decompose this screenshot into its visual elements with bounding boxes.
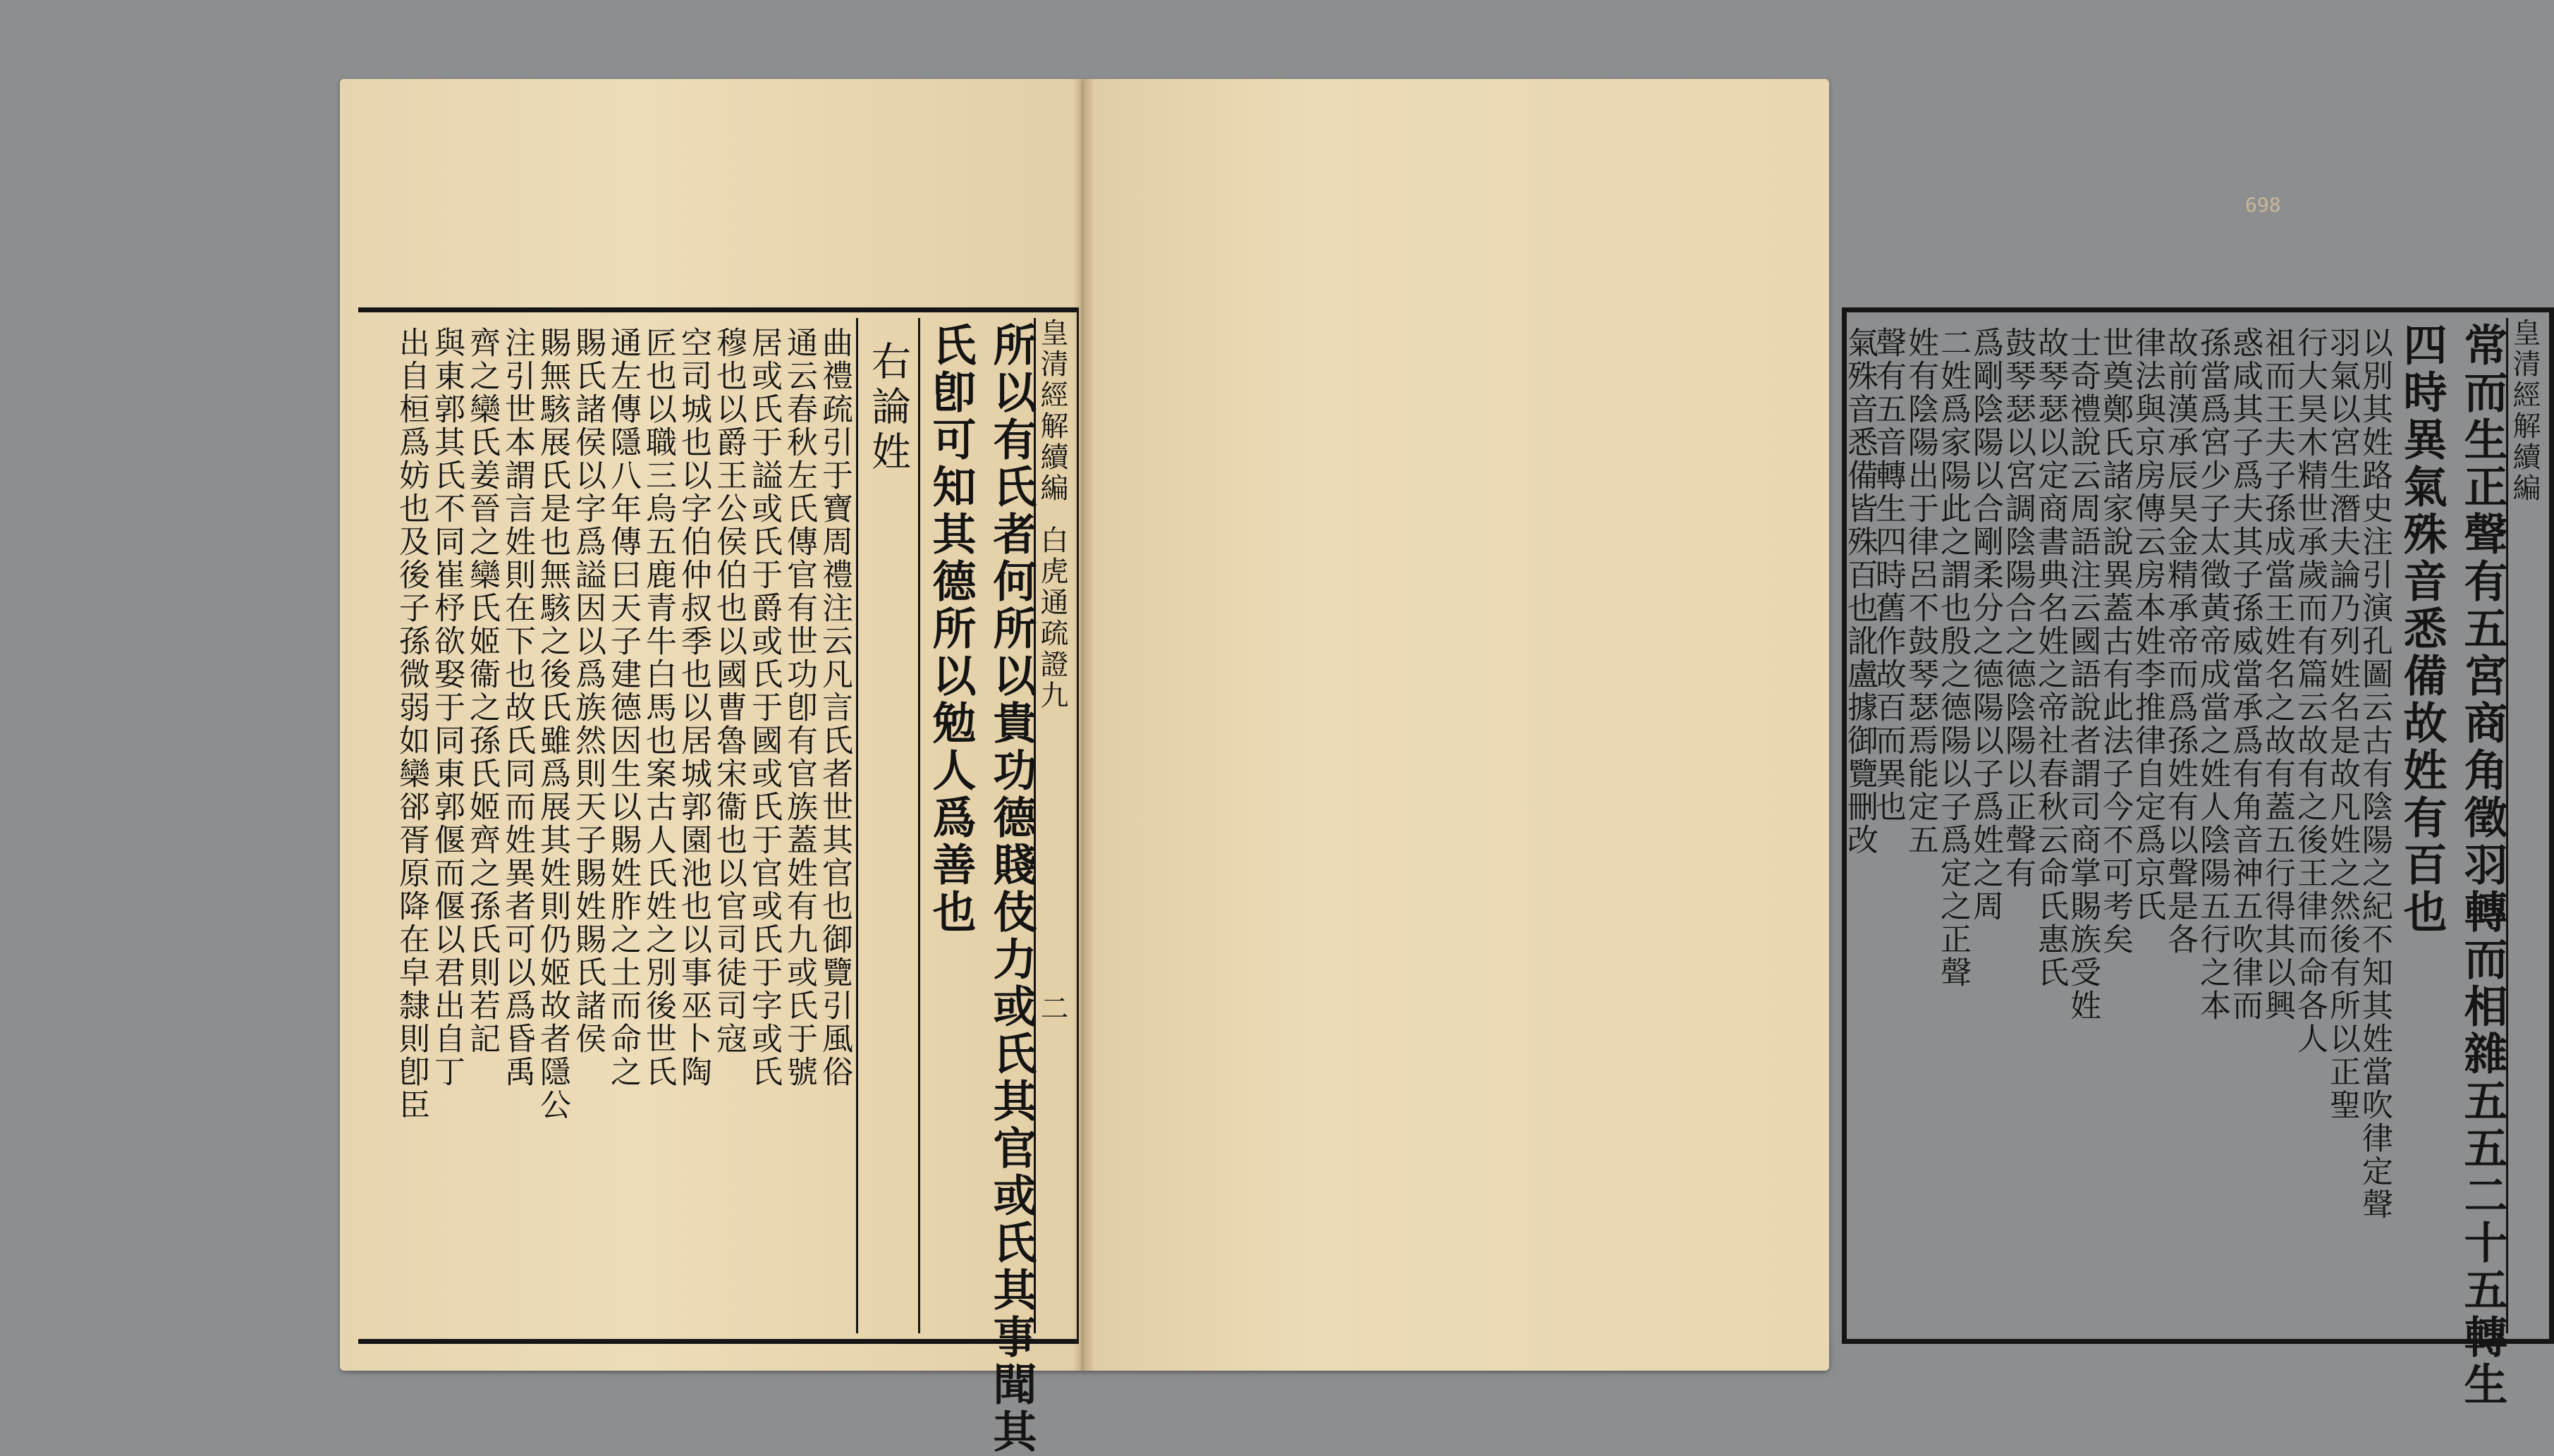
right-small-col: 二姓爲家陽此之謂也殷之德陽以子爲定之正聲 bbox=[1935, 326, 1971, 989]
left-text-frame bbox=[358, 307, 1079, 1456]
left-small-col: 賜無駭展氏是也無駭之後氏雖爲展其姓則仍姬故者隱公 bbox=[534, 326, 570, 1122]
right-small-col: 爲剛陰陽以合剛柔分之德陽以子爲姓之周 bbox=[1967, 326, 2003, 923]
left-small-col: 通左傳隱八年傳曰天子建德因生以賜姓胙之土而命之 bbox=[605, 326, 641, 1089]
left-small-col: 注引世本謂言姓則在下也故氏同而姓異者可以爲昏禹 bbox=[499, 326, 535, 1089]
left-section-title: 右論姓 bbox=[865, 341, 911, 476]
right-small-col: 孫當爲宮少子太徵黃帝成當之姓人陰陽五行之本 bbox=[2194, 326, 2230, 1022]
right-big-col-1: 常而生正聲有五宮商角徵羽轉而相雜五五二十五轉生 bbox=[2457, 322, 2508, 1409]
right-small-col: 羽氣以宮生潛夫論乃列姓名是故凡姓之然後有所以正聖 bbox=[2324, 326, 2360, 1122]
left-big-col-2: 氏卽可知其德所以勉人爲善也 bbox=[925, 322, 977, 936]
left-small-col: 與東郭其氏不同崔杼欲娶于同東郭偃而偃以君出自丁 bbox=[429, 326, 465, 1089]
right-big-col-2: 四時異氣殊音悉備故姓有百也 bbox=[2396, 322, 2448, 936]
faint-page-number: 698 bbox=[2245, 193, 2281, 216]
left-banner-subtitle: 白虎通疏證九 bbox=[1036, 525, 1068, 711]
right-small-col: 氣殊音悉備皆殊百也訛盧據御覽刪改 bbox=[1842, 326, 1878, 857]
right-small-col: 行大昊木精世承歲而有篇云故有之後王律而命各人 bbox=[2292, 326, 2328, 1056]
right-page bbox=[1083, 79, 2541, 1409]
right-small-col: 鼓琴瑟以宮調陰陽合之德陰陽以正聲有 bbox=[2000, 326, 2036, 890]
left-small-col: 出自桓爲妨也及後子孫微弱如欒郤胥原降在皁隸則卽臣 bbox=[393, 326, 429, 1122]
left-big-col-1: 所以有氏者何所以貴功德賤伎力或氏其官或氏其事聞其 bbox=[986, 322, 1037, 1456]
right-small-col: 律法與京房傳云房本姓李推律自定爲京氏 bbox=[2130, 326, 2165, 923]
left-small-col: 曲禮疏引于寶周禮注云凡言氏者世其官也御覽引風俗 bbox=[817, 326, 853, 1089]
right-small-col: 祖而王夫子孫成當王姓名之故有蓋五行得其以興 bbox=[2259, 326, 2295, 1022]
right-small-col: 姓有陰陽出于律呂不鼓琴瑟焉能定五 bbox=[1902, 326, 1938, 857]
right-small-col: 世奠鄭氏諸家說異蓋古有此法子今不可考矣 bbox=[2097, 326, 2133, 956]
left-title-rule-a bbox=[918, 318, 920, 1333]
right-small-col: 以別其姓路史注引演孔圖云古有陰陽之紀不知其姓當吹律定聲 bbox=[2357, 326, 2393, 1221]
right-small-col: 故琴瑟以定商書典名姓之帝社春秋云命氏惠氏 bbox=[2032, 326, 2068, 989]
right-small-col: 士奇禮說云周語注云國語說者謂司商掌賜族受姓 bbox=[2065, 326, 2101, 1022]
left-small-col: 賜氏諸侯以字爲謚因以爲族然則天子賜姓賜氏諸侯 bbox=[570, 326, 606, 1056]
left-small-col: 匠也以職三烏五鹿青牛白馬也案古人氏姓之別後世氏 bbox=[640, 326, 676, 1089]
right-small-col: 聲有五音轉生四時舊作故百而異也 bbox=[1870, 326, 1906, 824]
left-title-rule-b bbox=[856, 318, 858, 1333]
left-banner-title: 皇清經解續編 bbox=[1036, 318, 1068, 504]
left-small-col: 居或氏于謚或氏于爵或氏于國或氏于官或氏于字或氏 bbox=[746, 326, 782, 1089]
left-page bbox=[340, 79, 1083, 1456]
right-small-col: 惑咸其子爲夫其子孫威當承爲有角音神五吹律而 bbox=[2227, 326, 2263, 1022]
left-small-col: 空司城也以字伯仲叔季也以居城郭園池也以事巫卜陶 bbox=[676, 326, 711, 1089]
book-gutter bbox=[1073, 79, 1094, 1371]
left-small-col: 齊之欒氏姜晉之欒氏姬衞之孫氏姬齊之孫氏則若記 bbox=[464, 326, 500, 1056]
right-banner: 皇清經解續編 bbox=[2508, 318, 2541, 504]
open-book bbox=[340, 79, 2541, 1456]
right-small-col: 故前漢承辰昊金精承帝而爲孫姓有以聲是各 bbox=[2162, 326, 2198, 956]
right-text-frame bbox=[1842, 307, 2554, 1409]
left-small-col: 通云春秋左氏傳官有世功卽有官族蓋姓有九或氏于號 bbox=[781, 326, 817, 1089]
left-small-col: 穆也以爵王公侯伯也以國曹魯宋衞也以官司徒司寇 bbox=[711, 326, 747, 1056]
left-folio: 二 bbox=[1036, 993, 1068, 1024]
left-banner bbox=[1032, 318, 1073, 1024]
